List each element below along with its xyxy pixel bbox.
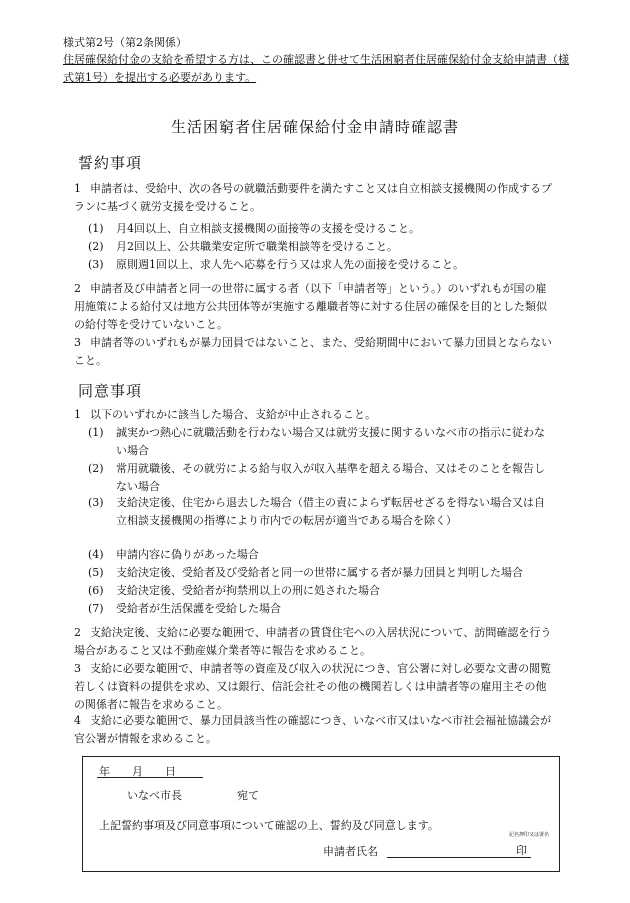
consent-subitem-1 xyxy=(88,424,554,460)
pledge-subitem-3-number: (3) xyxy=(88,258,104,271)
signature-box xyxy=(82,756,560,872)
signature-date[interactable]: 年 月 日 xyxy=(99,765,176,778)
consent-item-2-number: 2 xyxy=(74,626,81,639)
consent-subitem-1-number: (1) xyxy=(88,426,104,439)
pledge-subitem-3-text: 原則週1回以上、求人先へ応募を行う又は求人先の面接を受けること。 xyxy=(116,258,464,271)
pledge-item-2 xyxy=(74,280,556,334)
consent-heading: 同意事項 xyxy=(78,382,143,400)
consent-item-3-text: 支給に必要な範囲で、申請者等の資産及び収入の状況につき、官公署に対し必要な文書の閲覧若しくは資料の提供を求め、又は銀行、信託会社その他の機関若しくは申請者等の雇用主その他の関係者に報告を求めること。 xyxy=(74,662,552,711)
consent-subitem-3-text: 支給決定後、住宅から退去した場合（借主の責によらず転居せざるを得ない場合又は自立相談支援機関の指導により市内での転居が適当である場合を除く） xyxy=(116,496,545,527)
pledge-subitem-2-text: 月2回以上、公共職業安定所で職業相談等を受けること。 xyxy=(116,240,398,253)
agreement-statement: 上記誓約事項及び同意事項について確認の上、誓約及び同意します。 xyxy=(99,819,439,832)
consent-subitem-5-number: (5) xyxy=(88,566,104,579)
consent-subitem-5-text: 支給決定後、受給者及び受給者と同一の世帯に属する者が暴力団員と判明した場合 xyxy=(116,566,523,579)
consent-subitem-4 xyxy=(88,546,554,564)
seal-or-signature-note: 記名押印又は署名 xyxy=(508,832,549,838)
consent-subitem-2-number: (2) xyxy=(88,462,104,475)
consent-subitem-6-number: (6) xyxy=(88,584,104,597)
document-title: 生活困窮者住居確保給付金申請時確認書 xyxy=(170,118,459,136)
pledge-item-3-text: 申請者等のいずれもが暴力団員ではないこと、また、受給期間中において暴力団員とならないこと。 xyxy=(74,336,552,367)
pledge-item-2-number: 2 xyxy=(74,282,81,295)
addressee: いなべ市長 宛て xyxy=(127,789,259,802)
consent-subitem-3-number: (3) xyxy=(88,496,104,509)
pledge-subitem-1-number: (1) xyxy=(88,222,104,235)
date-underline xyxy=(97,777,203,778)
pledge-subitem-2-number: (2) xyxy=(88,240,104,253)
consent-subitem-7-number: (7) xyxy=(88,602,104,615)
pledge-item-1-text: 申請者は、受給中、次の各号の就職活動要件を満たすこと又は自立相談支援機関の作成するプランに基づく就労支援を受けること。 xyxy=(74,182,552,213)
pledge-subitem-1 xyxy=(88,220,548,238)
consent-item-4-number: 4 xyxy=(74,714,81,727)
submission-notice-text: 住居確保給付金の支給を希望する方は、この確認書と併せて生活困窮者住居確保給付金支給申請書（様式第1号）を提出する必要があります。 xyxy=(63,53,569,84)
consent-item-4-text: 支給に必要な範囲で、暴力団員該当性の確認につき、いなべ市又はいなべ市社会福祉協議会が官公署が情報を求めること。 xyxy=(74,714,552,745)
consent-subitem-4-text: 申請内容に偽りがあった場合 xyxy=(116,548,259,561)
consent-subitem-2-text: 常用就職後、その就労による給与収入が収入基準を超える場合、又はそのことを報告しない場合 xyxy=(116,462,545,493)
seal-mark: 印 xyxy=(516,844,527,857)
applicant-name-label: 申請者氏名 xyxy=(323,845,378,858)
pledge-subitem-3 xyxy=(88,256,548,274)
consent-subitem-6-text: 支給決定後、受給者が拘禁刑以上の刑に処された場合 xyxy=(116,584,380,597)
consent-subitem-7-text: 受給者が生活保護を受給した場合 xyxy=(116,602,281,615)
pledge-item-2-text: 申請者及び申請者と同一の世帯に属する者（以下「申請者等」という。）のいずれもが国の雇用施策による給付又は地方公共団体等が実施する離職者等に対する住居の確保を目的とした類似の給付等を受けていないこと。 xyxy=(74,282,547,331)
form-number: 様式第2号（第2条関係） xyxy=(63,36,187,49)
consent-subitem-2 xyxy=(88,460,554,496)
consent-subitem-7 xyxy=(88,600,554,618)
pledge-item-3-number: 3 xyxy=(74,336,81,349)
consent-subitem-1-text: 誠実かつ熱心に就職活動を行わない場合又は就労支援に関するいなべ市の指示に従わない場合 xyxy=(116,426,545,457)
consent-item-4 xyxy=(74,712,556,748)
consent-item-3 xyxy=(74,660,556,714)
consent-item-3-number: 3 xyxy=(74,662,81,675)
pledge-item-1-number: 1 xyxy=(74,182,81,195)
consent-item-1 xyxy=(74,406,556,424)
pledge-item-1 xyxy=(74,180,556,216)
pledge-item-3 xyxy=(74,334,556,370)
applicant-name-field[interactable] xyxy=(387,857,531,858)
pledge-heading: 誓約事項 xyxy=(78,154,143,172)
consent-item-1-number: 1 xyxy=(74,408,81,421)
consent-item-2 xyxy=(74,624,556,660)
consent-subitem-6 xyxy=(88,582,554,600)
consent-item-1-text: 以下のいずれかに該当した場合、支給が中止されること。 xyxy=(90,408,376,421)
submission-notice xyxy=(63,51,573,87)
consent-item-2-text: 支給決定後、支給に必要な範囲で、申請者の賃貸住宅への入居状況について、訪問確認を行う場合があること又は不動産媒介業者等に報告を求めること。 xyxy=(74,626,552,657)
pledge-subitem-2 xyxy=(88,238,548,256)
consent-subitem-5 xyxy=(88,564,558,582)
consent-subitem-3 xyxy=(88,494,554,530)
consent-subitem-4-number: (4) xyxy=(88,548,104,561)
pledge-subitem-1-text: 月4回以上、自立相談支援機関の面接等の支援を受けること。 xyxy=(116,222,420,235)
